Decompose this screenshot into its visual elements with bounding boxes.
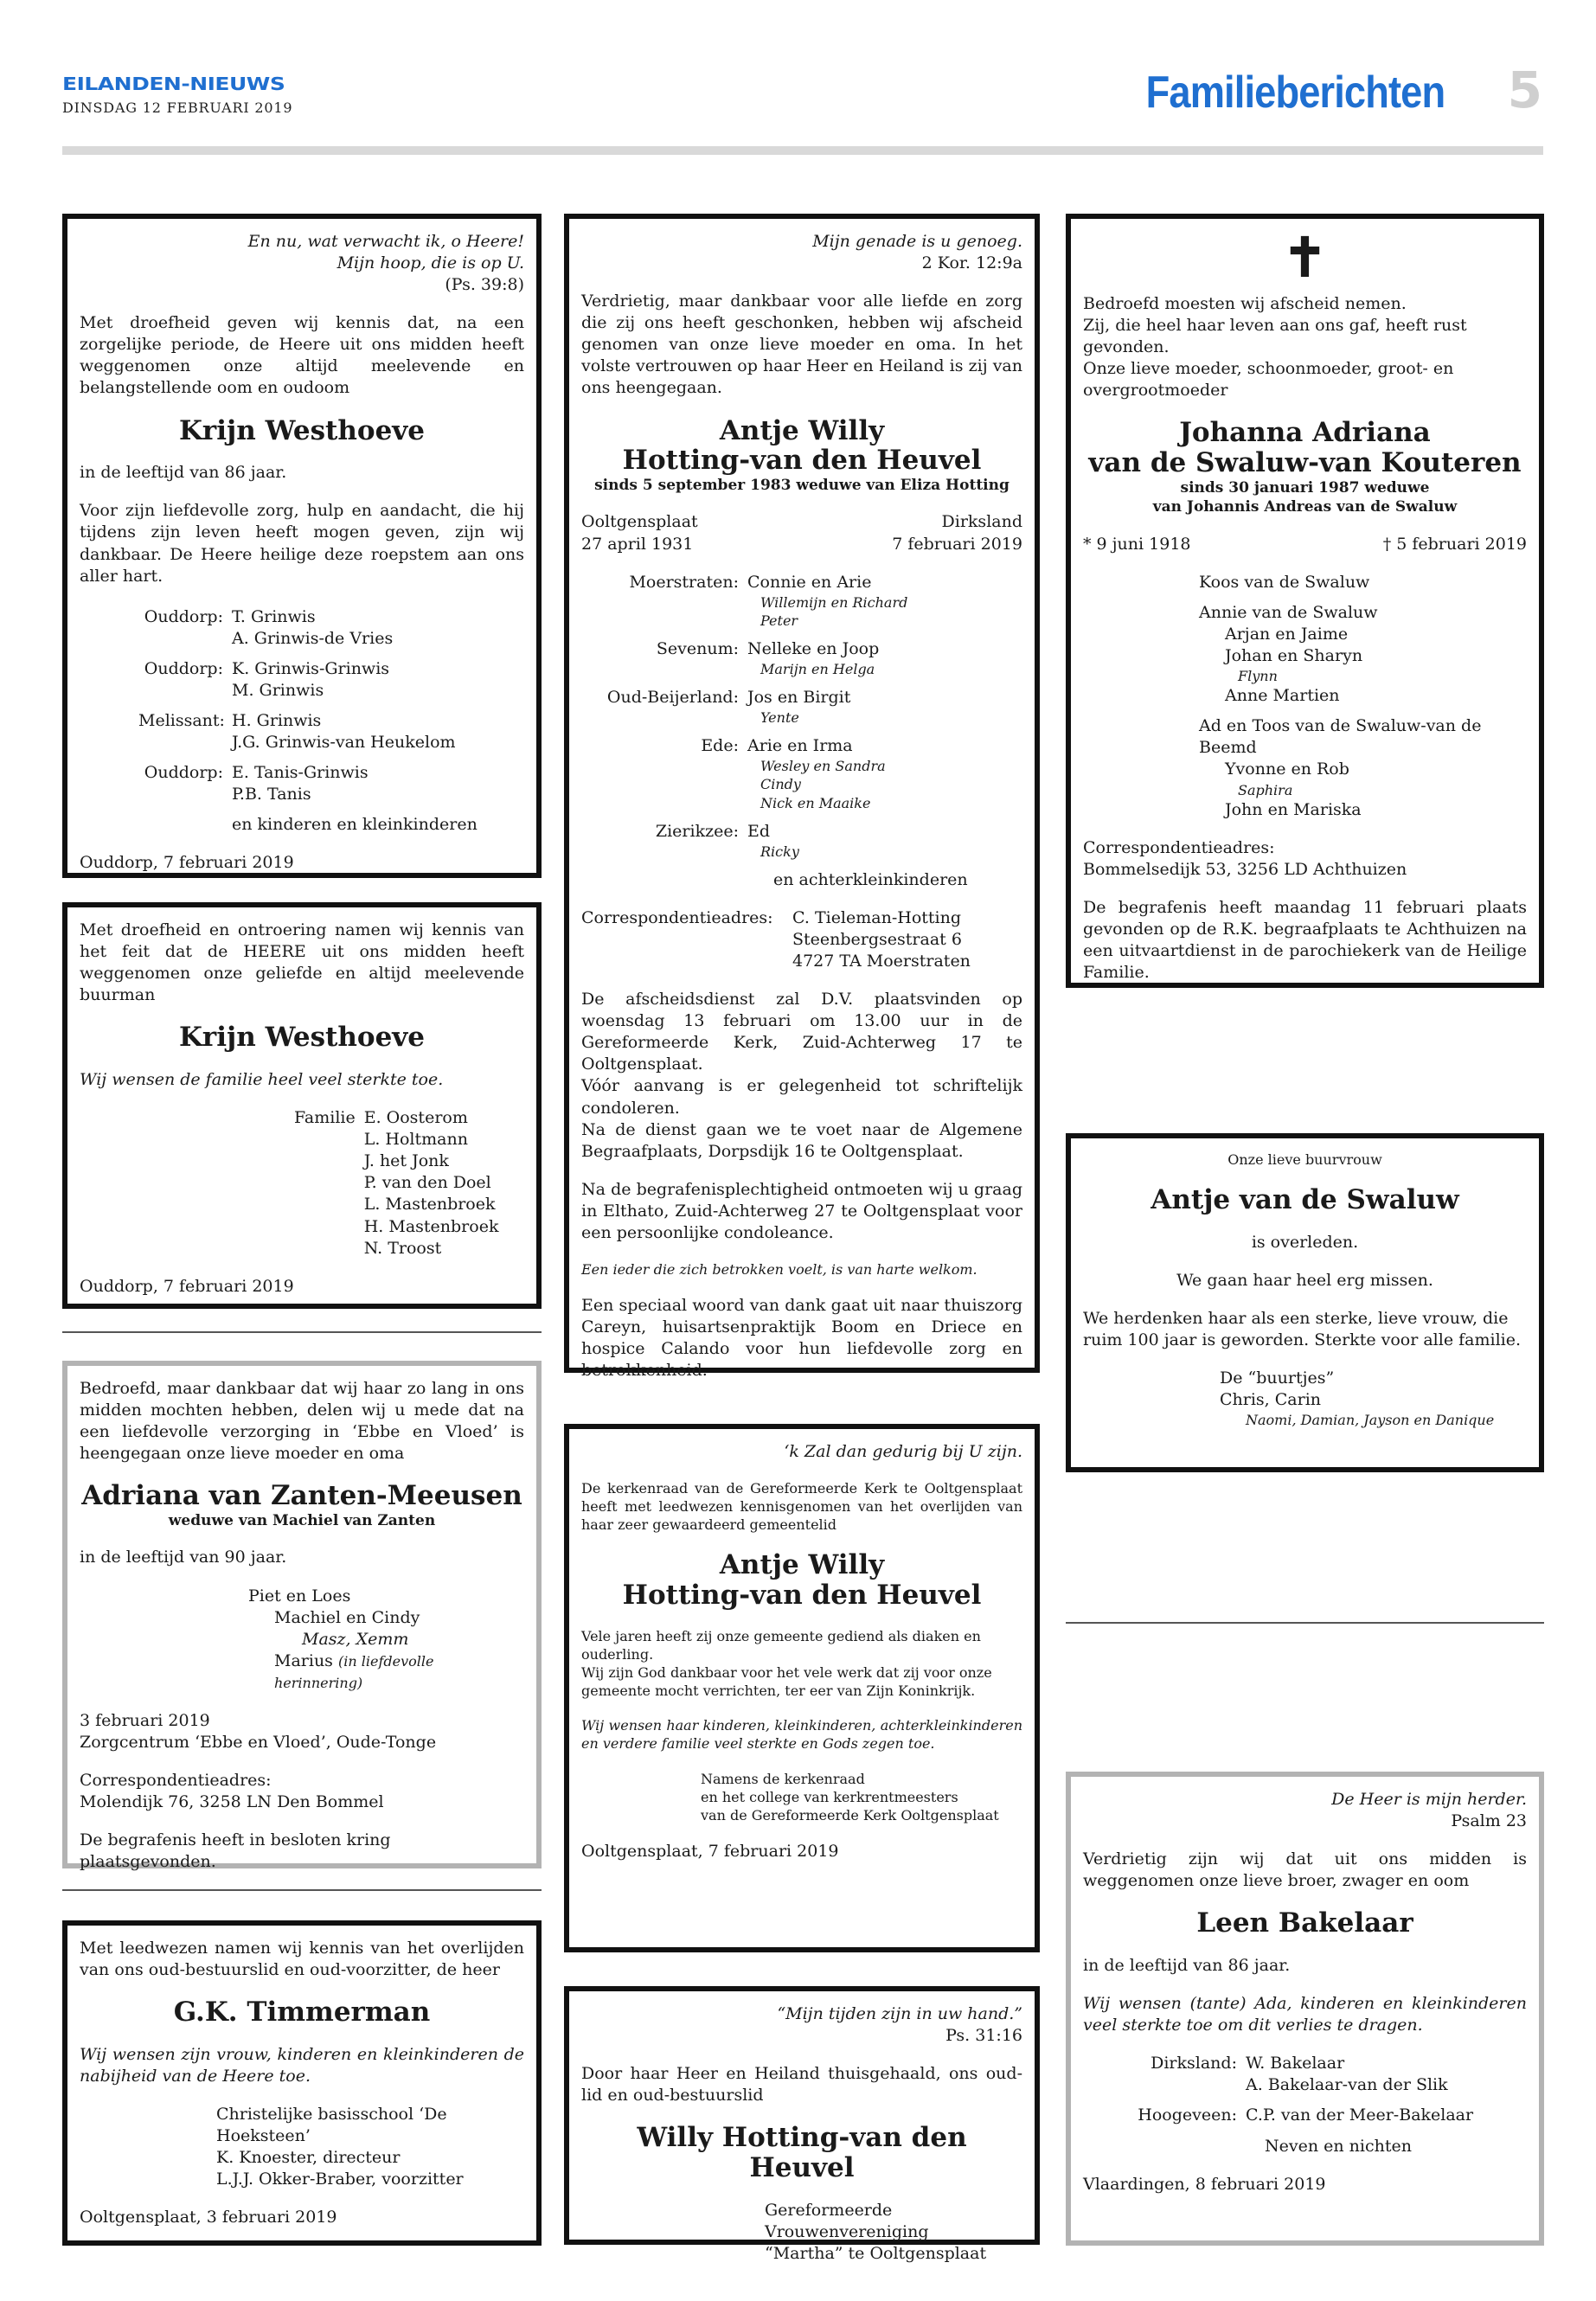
family-list [1083,2053,1527,2157]
family-group: Ouddorp: K. Grinwis-Grinwis M. Grinwis [144,658,390,700]
correspondence: Correspondentieadres: C. Tieleman-Hotting Steenbergsestraat 6 4727 TA Moerstraten [581,907,971,971]
deceased-name: Antje Willy Hotting-van den Heuvel [622,1549,982,1612]
family-group: Oud-Beijerland: Jos en Birgit Yente [606,688,851,727]
age-line: in de leeftijd van 90 jaar. [80,1548,287,1567]
announcement-antje-willy-family [564,214,1040,1381]
wish-text: Wij wensen de familie heel veel sterkte toe. [80,1070,444,1090]
announcement-gk-timmerman [62,1920,542,2246]
correspondence-label: Correspondentieadres: [1083,837,1275,857]
column-divider [1066,1622,1544,1624]
announcement-intro: Bedroefd, maar dankbaar dat wij haar zo lang in ons midden mochten hebben, delen wij u mede dat na een liefdevolle verzorging in ‘Ebbe en Vloed’ is heengegaan onze lieve moeder en oma [80,1379,524,1464]
header-rule [62,146,1543,155]
deceased-subtitle: sinds 5 september 1983 weduwe van Eliza Hotting [594,476,1010,494]
deceased-name: Adriana van Zanten-Meeusen [81,1480,522,1512]
birth-death-dates: 27 april 1931 7 februari 2019 [581,534,1022,554]
bible-reference: 2 Kor. 12:9a [921,253,1022,273]
wish-text: Wij wensen haar kinderen, kleinkinderen, achterkleinkinderen en verdere familie veel sterkte en Gods zegen toe. [581,1717,1022,1753]
bible-quote: Mijn hoop, die is op U. [337,253,524,273]
signatories: Namens de kerkenraad en het college van kerkrentmeesters van de Gereformeerde Kerk Ooltgensplaat [701,1770,999,1823]
cross-icon: ✝ [1282,226,1328,289]
section-title: Familieberichten [1145,67,1445,118]
family-group: Hoogeveen: C.P. van der Meer-Bakelaar [1138,2106,1474,2125]
family-group: Ouddorp: E. Tanis-Grinwis P.B. Tanis [144,763,369,804]
bible-quote: “Mijn tijden zijn in uw hand.” [777,2004,1022,2023]
wish-text: Wij wensen (tante) Ada, kinderen en kleinkinderen veel sterkte toe om dit verlies te dragen. [1083,1994,1527,2035]
announcement-intro: Bedroefd moesten wij afscheid nemen. [1083,294,1407,313]
signed-place-date: Ooltgensplaat, 3 februari 2019 [80,2208,337,2227]
signed-place-date: Ooltgensplaat, 7 februari 2019 [581,1841,839,1861]
column-divider [62,1331,542,1333]
announcement-krijn-westhoeve-family [62,214,542,878]
column-divider [62,1889,542,1891]
announcement-text: Zij, die heel haar leven aan ons gaf, heeft rust gevonden. [1083,316,1467,357]
announcement-intro: Verdrietig zijn wij dat uit ons midden is weggenomen onze lieve broer, zwager en oom [1083,1849,1527,1891]
announcement-intro: Verdrietig, maar dankbaar voor alle liefde en zorg die zij ons heeft geschonken, hebben wij afscheid genomen van onze lieve moeder en oma. In het volste vertrouwen op haar Heer en Heiland is zij van ons heengegaan. [581,292,1022,398]
family-list [581,572,1022,891]
service-text: Vele jaren heeft zij onze gemeente gediend als diaken en ouderling. [581,1627,981,1663]
issue-date: DINSDAG 12 FEBRUARI 2019 [62,99,293,116]
cemetery-info: Na de dienst gaan we te voet naar de Algemene Begraafplaats, Dorpsdijk 16 te Ooltgensplaat. [581,1119,1022,1161]
family-list: Familie E. Oosterom L. Holtmann J. het Jonk P. van den Doel L. Mastenbroek H. Mastenbroek N. Troost [294,1108,499,1258]
announcement-krijn-westhoeve-neighbours [62,902,542,1309]
correspondence-address: Molendijk 76, 3258 LN Den Bommel [80,1792,384,1812]
thanks-text: Voor zijn liefdevolle zorg, hulp en aandacht, die hij tijdens zijn leven heeft mogen geven, zijn wij dankbaar. De Heere heilige deze roepstem aan ons aller hart. [80,501,524,586]
bible-reference: Ps. 31:16 [945,2026,1022,2046]
announcement-text: is overleden. [1251,1232,1359,1252]
wish-text: Wij wensen zijn vrouw, kinderen en kleinkinderen de nabijheid van de Heere toe. [80,2044,524,2086]
family-rest: Neven en nichten [1265,2136,1412,2156]
bible-quote: Mijn genade is u genoeg. [812,232,1022,251]
announcement-intro: Met leedwezen namen wij kennis van het overlijden van ons oud-bestuurslid en oud-voorzitter, de heer [80,1939,524,1980]
bible-quote: De Heer is mijn herder. [1331,1790,1527,1809]
deceased-name: Leen Bakelaar [1196,1907,1413,1939]
birth-death-places: Ooltgensplaat Dirksland [581,512,1022,532]
announcement-text: We gaan haar heel erg missen. [1176,1270,1433,1290]
deceased-subtitle: sinds 30 januari 1987 weduwe [1180,478,1430,497]
family-group: Dirksland: W. Bakelaar A. Bakelaar-van der Slik [1151,2054,1448,2095]
announcement-text: Onze lieve moeder, schoonmoeder, groot- en overgrootmoeder [1083,359,1454,401]
announcement-willy-hotting [564,1986,1040,2263]
family-group: Ouddorp: T. Grinwis A. Grinwis-de Vries [144,606,394,648]
age-line: in de leeftijd van 86 jaar. [1083,1956,1291,1976]
signed-place-date: Ouddorp, 7 februari 2019 [80,1276,294,1296]
signed-place-date: Vlaardingen, 8 februari 2019 [1083,2174,1326,2194]
bible-reference: (Ps. 39:8) [445,275,524,295]
reception-info: Na de begrafenisplechtigheid ontmoeten wij u graag in Elthato, Zuid-Achterweg 27 te Ooltgensplaat voor een persoonlijke condoleance. [581,1179,1022,1242]
announcement-antje-willy-church [564,1424,1040,1952]
deceased-name: Johanna Adriana van de Swaluw-van Kouteren [1088,417,1522,479]
correspondence-label: Correspondentieadres: [80,1771,272,1791]
correspondence-address: Bommelsedijk 53, 3256 LD Achthuizen [1083,859,1407,879]
funeral-note: De begrafenis heeft maandag 11 februari plaats gevonden op de R.K. begraafplaats te Achthuizen na een uitvaartdienst in de parochiekerk van de Heilige Familie. [1083,897,1527,983]
announcement-intro: Onze lieve buurvrouw [1227,1151,1382,1168]
announcement-intro: Met droefheid geven wij kennis dat, na een zorgelijke periode, de Heere uit ons midden heeft weggenomen onze altijd meelevende en belangstellende oom en oudoom [80,313,524,398]
announcement-intro: De kerkenraad van de Gereformeerde Kerk te Ooltgensplaat heeft met leedwezen kennisgenomen van het overlijden van haar zeer gewaardeerd gemeentelid [581,1480,1022,1534]
signatories: Gereformeerde Vrouwenvereniging “Martha” te Ooltgensplaat [765,2200,987,2263]
family-rest: en achterkleinkinderen [773,869,968,889]
deceased-name: Antje van de Swaluw [1151,1184,1459,1216]
signatories: Christelijke basisschool ‘De Hoeksteen’ K. Knoester, directeur L.J.J. Okker-Braber, voorzitter [216,2105,464,2189]
family-group: Ede: Arie en Irma Wesley en Sandra Cindy Nick en Maaike [701,736,886,811]
signatories: De “buurtjes” Chris, Carin Naomi, Damian, Jayson en Danique [1220,1368,1495,1429]
deceased-name: Willy Hotting-van den Heuvel [637,2122,967,2184]
announcement-johanna-adriana [1066,214,1544,988]
service-info: De afscheidsdienst zal D.V. plaatsvinden op woensdag 13 februari om 13.00 uur in de Gereformeerde Kerk, Zuid-Achterweg 17 te Ooltgensplaat. [581,990,1022,1074]
deceased-subtitle: weduwe van Machiel van Zanten [168,1512,436,1530]
announcement-leen-bakelaar [1066,1772,1544,2246]
deceased-subtitle: van Johannis Andreas van de Swaluw [1152,498,1458,516]
birth-death-dates: * 9 juni 1918 † 5 februari 2019 [1083,534,1527,554]
funeral-note: De begrafenis heeft in besloten kring plaatsgevonden. [80,1830,391,1872]
deceased-name: G.K. Timmerman [173,1997,431,2029]
family-group: Moerstraten: Connie en Arie Willemijn en Richard Peter [629,572,908,629]
remembrance-text: We herdenken haar als een sterke, lieve vrouw, die ruim 100 jaar is geworden. Sterkte voor alle familie. [1083,1308,1522,1350]
newspaper-logo: EILANDEN-NIEUWS [62,74,285,94]
announcement-intro: Door haar Heer en Heiland thuisgehaald, ons oud-lid en oud-bestuurslid [581,2064,1022,2106]
deceased-name: Antje Willy Hotting-van den Heuvel [622,414,982,477]
bible-quote: ‘k Zal dan gedurig bij U zijn. [784,1442,1022,1461]
signed-place-date: Ouddorp, 7 februari 2019 [80,853,294,873]
welcome-note: Een ieder die zich betrokken voelt, is van harte welkom. [581,1261,977,1279]
deceased-name: Krijn Westhoeve [178,1022,426,1054]
bible-quote: En nu, wat verwacht ik, o Heere! [247,232,524,251]
family-group: Melissant: H. Grinwis J.G. Grinwis-van Heukelom [138,710,456,753]
bible-reference: Psalm 23 [1451,1811,1527,1831]
family-list [80,606,524,836]
thanks-text: Een speciaal woord van dank gaat uit naar thuiszorg Careyn, huisartsenpraktijk Boom en Driece en hospice Calando voor hun liefdevolle zorg en betrokkenheid. [581,1296,1022,1381]
announcement-antje-van-de-swaluw [1066,1133,1544,1472]
page-number: 5 [1507,61,1542,119]
family-rest: en kinderen en kleinkinderen [232,815,478,835]
family-group: Zierikzee: Ed Ricky [655,821,799,860]
family-list: Koos van de Swaluw Annie van de Swaluw Arjan en Jaime Johan en Sharyn Flynn Anne Martien Ad en Toos van de Swaluw-van de Beemd Yvonne en Rob Saphira John en Mariska [1199,572,1482,819]
deceased-name: Krijn Westhoeve [178,414,426,446]
family-list: Piet en Loes Machiel en Cindy Masz, Xemm Marius (in liefdevolle herinnering) [248,1586,434,1691]
death-place: Zorgcentrum ‘Ebbe en Vloed’, Oude-Tonge [80,1733,437,1753]
condolence-info: Vóór aanvang is er gelegenheid tot schriftelijk condoleren. [581,1076,1022,1118]
announcement-intro: Met droefheid en ontroering namen wij kennis van het feit dat de HEERE uit ons midden heeft weggenomen onze geliefde en altijd meelevende buurman [80,920,524,1005]
thanks-text: Wij zijn God dankbaar voor het vele werk dat zij voor onze gemeente mocht verrichten, ter eer van Zijn Koninkrijk. [581,1664,992,1700]
death-date: 3 februari 2019 [80,1710,210,1730]
family-group: Sevenum: Nelleke en Joop Marijn en Helga [656,638,880,677]
announcement-adriana-van-zanten [62,1361,542,1872]
age-line: in de leeftijd van 86 jaar. [80,463,287,483]
